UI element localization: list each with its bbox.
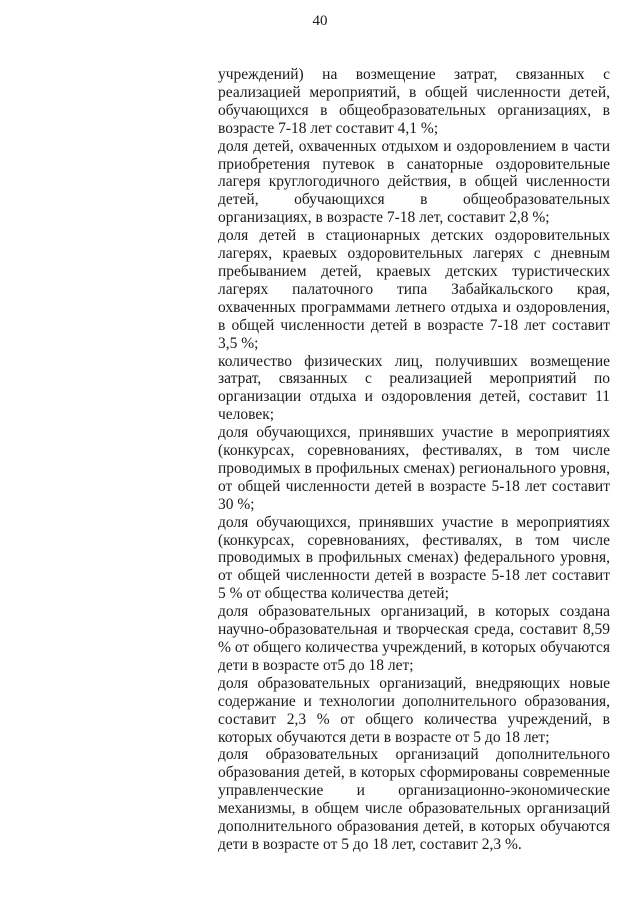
paragraph: доля образовательных организаций, внедряющих новые содержание и технологии дополнительного образования, составит 2,3 % от общего количества учреждений, в которых обучаются дети в возрасте от 5 до 18 лет; [218,674,610,746]
paragraph: учреждений) на возмещение затрат, связанных с реализацией мероприятий, в общей численности детей, обучающихся в общеобразовательных организациях, в возрасте 7-18 лет составит 4,1 %; [218,66,610,137]
paragraph: доля образовательных организаций, в которых создана научно-образовательная и творческая среда, составит 8,59 % от общего количества учреждений, в которых обучаются дети в возрасте от5 до 18 лет; [218,603,610,674]
document-body [218,66,610,854]
paragraph: доля образовательных организаций дополнительного образования детей, в которых сформированы современные управленческие и организационно-экономические механизмы, в общем числе образовательных организаций дополнительного образования детей, в которых обучаются дети в возрасте от 5 до 18 лет, составит 2,3 %. [218,746,610,853]
paragraph: количество физических лиц, получивших возмещение затрат, связанных с реализацией мероприятий по организации отдыха и оздоровления детей, составит 11 человек; [218,352,610,424]
paragraph: доля обучающихся, принявших участие в мероприятиях (конкурсах, соревнованиях, фестивалях, в том числе проводимых в профильных сменах) регионального уровня, от общей численности детей в возрасте 5-18 лет составит 30 %; [218,424,610,513]
paragraph: доля детей, охваченных отдыхом и оздоровлением в части приобретения путевок в санаторные оздоровительные лагеря круглогодичного действия, в общей численности детей, обучающихся в общеобразовательных организациях, в возрасте 7-18 лет, составит 2,8 %; [218,137,610,227]
paragraph: доля обучающихся, принявших участие в мероприятиях (конкурсах, соревнованиях, фестивалях, в том числе проводимых в профильных сменах) федерального уровня, от общей численности детей в возрасте 5-18 лет составит 5 % от общества количества детей; [218,513,610,603]
paragraph: доля детей в стационарных детских оздоровительных лагерях, краевых оздоровительных лагерях с дневным пребыванием детей, краевых детских туристических лагерях палаточного типа Забайкальского края, охваченных программами летнего отдыха и оздоровления, в общей численности детей в возрасте 7-18 лет составит 3,5 %; [218,227,610,352]
page-number: 40 [312,13,328,29]
